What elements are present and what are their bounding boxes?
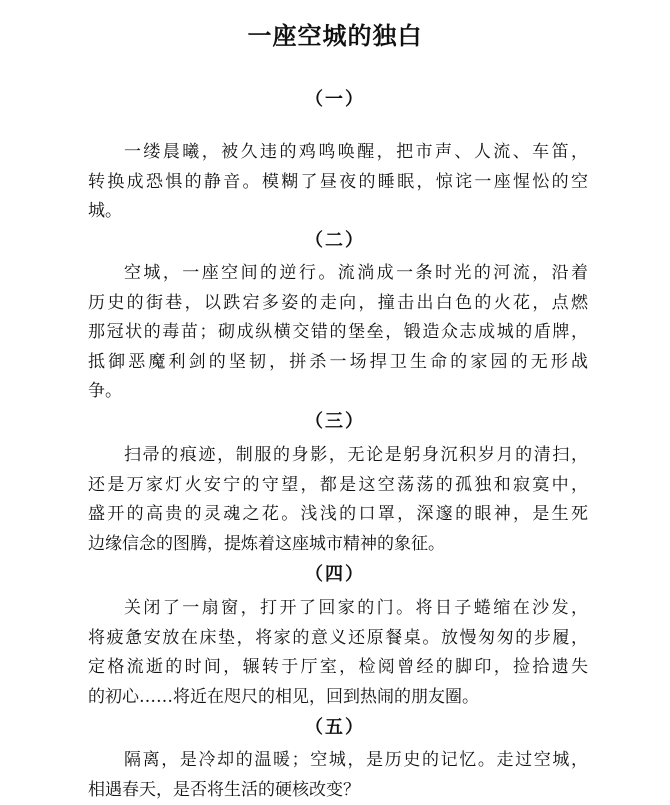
paragraph-line: 空城，一座空间的逆行。流淌成一条时光的河流，沿着 bbox=[124, 263, 588, 283]
paragraph-line: 将疲惫安放在床垫，将家的意义还原餐桌。放慢匆匆的步履， bbox=[88, 627, 588, 648]
paragraph-line: 定格流逝的时间，辗转于厅室，检阅曾经的脚印，捡拾遗失 bbox=[88, 657, 588, 677]
paragraph-line: 抵御恶魔利剑的坚韧，拼杀一场捍卫生命的家园的无形战 bbox=[88, 351, 588, 372]
section-paragraph-5 bbox=[88, 746, 588, 805]
paragraph-line: 关闭了一扇窗，打开了回家的门。将日子蜷缩在沙发， bbox=[124, 598, 588, 618]
paragraph-line: 隔离，是冷却的温暖；空城，是历史的记忆。走过空城， bbox=[124, 750, 588, 770]
paragraph-line: 争。 bbox=[88, 381, 122, 401]
section-paragraph-3 bbox=[88, 441, 588, 559]
section-heading-2: （二） bbox=[305, 230, 365, 251]
paragraph-line: 扫帚的痕迹，制服的身影，无论是躬身沉积岁月的清扫， bbox=[124, 445, 588, 465]
paragraph-line: 还是万家灯火安宁的守望，都是这空荡荡的孤独和寂寞中， bbox=[88, 474, 588, 495]
section-heading-3: （三） bbox=[305, 411, 365, 432]
paragraph-line: 边缘信念的图腾，提炼着这座城市精神的象征。 bbox=[88, 533, 445, 554]
section-heading-4: （四） bbox=[305, 564, 365, 585]
section-paragraph-4 bbox=[88, 594, 588, 712]
section-paragraph-2 bbox=[88, 259, 588, 407]
paragraph-line: 盛开的高贵的灵魂之花。浅浅的口罩，深邃的眼神，是生死 bbox=[88, 504, 588, 524]
section-heading-1: （一） bbox=[305, 89, 365, 110]
paragraph-line: 历史的街巷，以跌宕多姿的走向，撞击出白色的火花，点燃 bbox=[88, 292, 588, 313]
section-heading-5: （五） bbox=[305, 717, 365, 738]
section-paragraph-1 bbox=[88, 138, 588, 227]
paragraph-line: 相遇春天，是否将生活的硬核改变？ bbox=[88, 779, 360, 800]
paragraph-line: 一缕晨曦，被久违的鸡鸣唤醒，把市声、人流、车笛， bbox=[124, 142, 588, 162]
paragraph-line: 城。 bbox=[88, 201, 122, 221]
paragraph-line: 的初心……将近在咫尺的相见，回到热闹的朋友圈。 bbox=[88, 686, 479, 707]
document-title: 一座空城的独白 bbox=[247, 21, 423, 50]
paragraph-line: 转换成恐惧的静音。模糊了昼夜的睡眠，惊诧一座惺忪的空 bbox=[88, 171, 588, 192]
paragraph-line: 那冠状的毒苗；砌成纵横交错的堡垒，锻造众志成城的盾牌， bbox=[88, 322, 588, 342]
